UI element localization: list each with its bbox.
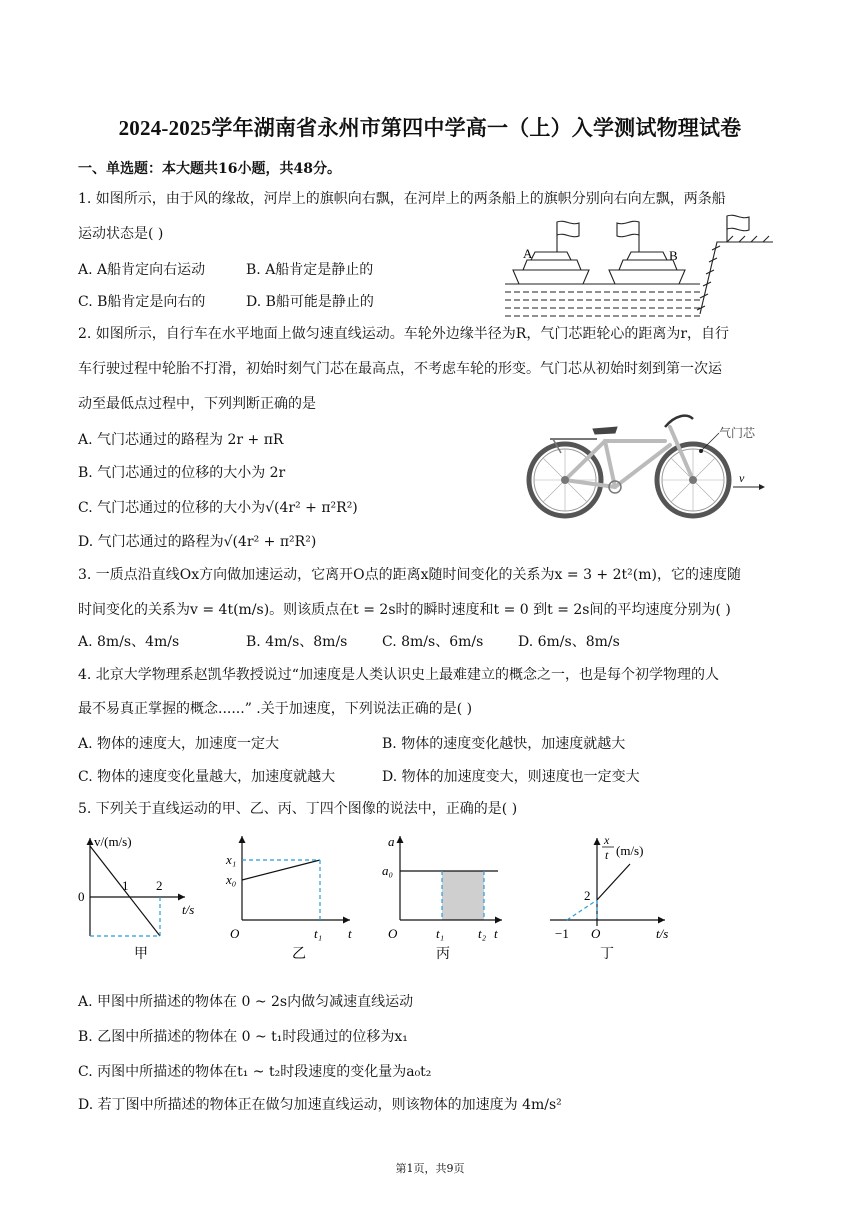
page-footer: 第1页，共9页 — [395, 1162, 465, 1175]
jia-t1: 1 — [122, 878, 129, 893]
yi-t1: t₁ — [314, 926, 323, 941]
yi-origin: O — [230, 926, 240, 941]
q5-option-c: C. 丙图中所描述的物体在t₁ ~ t₂时段速度的变化量为a₀t₂ — [78, 1064, 432, 1080]
boat-a-label: A — [523, 246, 533, 261]
ding-xlabel: t/s — [656, 926, 669, 941]
q1-stem-line1: 1. 如图所示，由于风的缘故，河岸上的旗帜向右飘，在河岸上的两条船上的旗帜分别向右向左飘，两条船 — [78, 191, 726, 207]
graph-jia — [90, 838, 185, 936]
q1-option-a: A. A船肯定向右运动 — [78, 262, 206, 278]
bing-a0: a₀ — [382, 863, 394, 878]
q3-option-a: A. 8m/s、4m/s — [78, 634, 180, 650]
q4-option-c: C. 物体的速度变化量越大，加速度就越大 — [78, 769, 336, 785]
q3-stem-line2: 时间变化的关系为v = 4t(m/s)。则该质点在t = 2s时的瞬时速度和t = 0 到t = 2s间的平均速度分别为( ) — [78, 602, 731, 618]
q3-option-d: D. 6m/s、8m/s — [518, 634, 620, 650]
ding-ylabel-den: t — [605, 848, 609, 862]
q5-option-b: B. 乙图中所描述的物体在 0 ~ t₁时段通过的位移为x₁ — [78, 1029, 408, 1045]
jia-caption: 甲 — [134, 947, 148, 962]
yi-x0: x₀ — [226, 872, 237, 887]
q4-stem-line2: 最不易真正掌握的概念......” .关于加速度，下列说法正确的是( ) — [78, 701, 473, 717]
q2-option-b: B. 气门芯通过的位移的大小为 2r — [78, 465, 286, 481]
ding-neg1: −1 — [555, 926, 569, 941]
ding-origin: O — [591, 926, 601, 941]
q3-stem-line1: 3. 一质点沿直线Ox方向做加速运动，它离开O点的距离x随时间变化的关系为x = 3 + 2t²(m)，它的速度随 — [78, 567, 741, 583]
yi-t: t — [348, 926, 352, 941]
q2-stem-line3: 动至最低点过程中，下列判断正确的是 — [78, 396, 316, 412]
bicycle-figure — [525, 405, 775, 525]
q2-stem-line1: 2. 如图所示，自行车在水平地面上做匀速直线运动。车轮外边缘半径为R，气门芯距轮心的距离为r，自行 — [78, 326, 730, 342]
bing-shaded-area — [442, 871, 484, 920]
valve-label: 气门芯 — [719, 426, 756, 440]
q3-option-c: C. 8m/s、6m/s — [382, 634, 484, 650]
bing-caption: 丙 — [436, 947, 450, 962]
yi-caption: 乙 — [292, 947, 306, 962]
q2-stem-line2: 车行驶过程中轮胎不打滑，初始时刻气门芯在最高点，不考虑车轮的形变。气门芯从初始时刻到第一次运 — [78, 361, 722, 377]
q5-option-a: A. 甲图中所描述的物体在 0 ~ 2s内做匀减速直线运动 — [78, 994, 414, 1010]
bing-origin: O — [388, 926, 398, 941]
q3-option-b: B. 4m/s、8m/s — [246, 634, 348, 650]
yi-x1: x₁ — [226, 852, 237, 867]
q4-stem-line1: 4. 北京大学物理系赵凯华教授说过“加速度是人类认识史上最难建立的概念之一，也是每个初学物理的人 — [78, 667, 719, 683]
q1-option-d: D. B船可能是静止的 — [246, 294, 374, 310]
jia-xlabel: t/s — [182, 902, 195, 917]
section-heading: 一、单选题：本大题共16小题，共48分。 — [78, 161, 341, 177]
q4-option-a: A. 物体的速度大，加速度一定大 — [78, 736, 280, 752]
q1-option-b: B. A船肯定是静止的 — [246, 262, 374, 278]
jia-t2: 2 — [156, 878, 163, 893]
jia-origin: 0 — [78, 889, 85, 904]
bing-t: t — [494, 926, 498, 941]
q4-option-b: B. 物体的速度变化越快，加速度就越大 — [382, 736, 626, 752]
bing-t1: t₁ — [436, 926, 445, 941]
graph-yi — [242, 836, 350, 920]
page-title: 2024-2025学年湖南省永州市第四中学高一（上）入学测试物理试卷 — [118, 116, 742, 140]
velocity-label: v — [739, 471, 745, 485]
q2-option-a: A. 气门芯通过的路程为 2r + πR — [78, 432, 284, 448]
q1-option-c: C. B船肯定是向右的 — [78, 294, 206, 310]
q2-option-d: D. 气门芯通过的路程为√(4r² + π²R²) — [78, 534, 317, 550]
ding-caption: 丁 — [600, 947, 614, 962]
boat-b-label: B — [669, 248, 678, 263]
ding-ylabel-num: x — [604, 833, 610, 847]
bing-a: a — [388, 834, 395, 849]
jia-ylabel: v/(m/s) — [94, 834, 132, 849]
ding-two: 2 — [584, 888, 591, 903]
bing-t2: t₂ — [478, 926, 487, 941]
ding-yunit: (m/s) — [616, 843, 644, 858]
q4-option-d: D. 物体的加速度变大，则速度也一定变大 — [382, 769, 640, 785]
q2-option-c: C. 气门芯通过的位移的大小为√(4r² + π²R²) — [78, 500, 358, 516]
motion-graphs-figure — [70, 828, 690, 968]
q5-option-d: D. 若丁图中所描述的物体正在做匀加速直线运动，则该物体的加速度为 4m/s² — [78, 1097, 562, 1113]
q5-stem-line1: 5. 下列关于直线运动的甲、乙、丙、丁四个图像的说法中，正确的是( ) — [78, 801, 518, 817]
q1-stem-line2: 运动状态是( ) — [78, 226, 164, 242]
boats-figure — [505, 214, 775, 318]
